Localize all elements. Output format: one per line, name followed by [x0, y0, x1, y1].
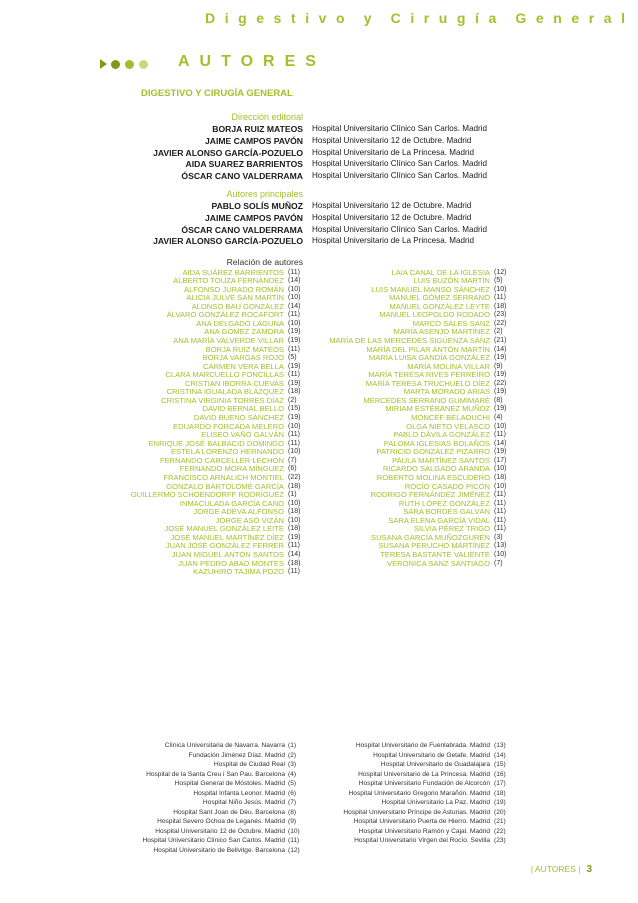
relation-hospital-code: (5): [494, 277, 503, 285]
author-hospital: Hospital Universitario de La Princesa. Madrid: [312, 147, 474, 157]
relation-hospital-code: (18): [288, 525, 301, 533]
relation-author-name: MERCEDES SERRANO GUMIMARÉ: [363, 395, 490, 405]
author-hospital: Hospital Universitario 12 de Octubre. Madrid: [312, 135, 472, 145]
relation-hospital-code: (18): [288, 482, 301, 490]
relation-author-name: BORJA VARGAS ROJO: [202, 353, 284, 363]
relation-row: [0, 567, 638, 576]
relation-hospital-code: (11): [494, 516, 506, 524]
hospital-name: Hospital Universitario de Guadalajara: [380, 761, 490, 768]
hospital-code: (16): [494, 770, 506, 778]
title-letter: l: [621, 10, 625, 26]
hospital-row: [0, 798, 638, 808]
relation-hospital-code: (8): [494, 396, 503, 404]
hospital-code: (18): [494, 789, 506, 797]
hospital-name: Hospital de la Santa Creu i San Pau. Barcelona: [146, 770, 285, 778]
hospital-code: (3): [288, 761, 297, 768]
relation-author-name: LAIA CANAL DE LA IGLESIA: [391, 267, 490, 277]
relation-hospital-code: (22): [494, 379, 507, 387]
relation-hospital-code: (19): [494, 371, 507, 379]
title-letter: e: [571, 10, 580, 26]
relation-author-name: MARÍA TERESA RIVES FERREIRO: [368, 370, 490, 380]
relation-hospital-code: (10): [494, 422, 507, 430]
hospital-code: (23): [494, 837, 506, 844]
relation-hospital-code: (19): [494, 354, 507, 362]
hospital-code: (17): [494, 780, 506, 787]
relation-hospital-code: (18): [494, 302, 507, 310]
hospital-row: [0, 789, 638, 799]
relation-hospital-code: (4): [494, 414, 503, 422]
relation-author-name: GONZALO BARTOLOMÉ GARCÍA: [166, 481, 284, 491]
title-letter: u: [438, 10, 448, 26]
hospital-code: (20): [494, 808, 506, 816]
hospital-code: (14): [494, 751, 506, 759]
relation-hospital-code: (6): [288, 465, 297, 473]
book-title: [205, 10, 625, 26]
author-name: ÓSCAR CANO VALDERRAMA: [181, 171, 303, 182]
title-letter: r: [423, 10, 430, 26]
hospital-name: Hospital Niño Jesús. Madrid: [202, 799, 285, 806]
section-bullets: [100, 56, 153, 72]
relation-hospital-code: (12): [494, 268, 507, 276]
relation-author-name: JORGE ADEVA ALFONSO: [193, 507, 284, 517]
hospital-code: (7): [288, 799, 297, 806]
relation-hospital-code: (11): [288, 439, 300, 447]
relation-hospital-code: (19): [288, 362, 301, 370]
relation-author-name: SARA ELENA GARCÍA VIDAL: [388, 515, 490, 525]
relation-hospital-code: (17): [494, 456, 507, 464]
relation-hospital-code: (10): [494, 285, 507, 293]
relation-author-name: SUSANA PERUCHO MARTÍNEZ: [378, 541, 490, 551]
relation-hospital-code: (5): [288, 354, 297, 362]
relation-row: [0, 559, 638, 568]
relation-author-name: PALOMA IGLESIAS BOLAÑOS: [383, 438, 490, 448]
relation-hospital-code: (19): [288, 328, 301, 336]
author-row: [0, 225, 638, 236]
author-hospital: Hospital Universitario Clínico San Carlos. Madrid: [312, 224, 487, 234]
author-row: [0, 213, 638, 224]
hospital-name: Clínica Universitaria de Navarra. Navarra: [164, 742, 285, 749]
hospital-row: [0, 827, 638, 837]
relation-author-name: CARMEN VERA BELLA: [202, 361, 284, 371]
title-letter: g: [456, 10, 466, 26]
relation-author-name: JUAN MIGUEL ANTÓN SANTOS: [171, 549, 284, 559]
hospital-code: (19): [494, 799, 506, 806]
hospital-code: (11): [288, 837, 300, 844]
relation-author-name: JUAN PEDRO ABAD MONTES: [178, 558, 284, 568]
relation-hospital-code: (11): [288, 431, 300, 439]
relation-author-name: JUAN JOSÉ GONZÁLEZ FERRER: [165, 541, 284, 551]
hospital-name: Hospital Universitario Fundación de Alcorcón: [358, 780, 490, 787]
relation-author-name: MARÍA DEL PILAR ANTÓN MARTÍN: [366, 344, 490, 354]
relation-author-name: ALICIA JULVE SAN MARTÍN: [186, 293, 284, 303]
hospital-code: (10): [288, 827, 300, 835]
author-hospital: Hospital Universitario Clínico San Carlos. Madrid: [312, 171, 487, 181]
relation-author-name: MANUEL LEOPOLDO RODADO: [379, 310, 490, 320]
relation-author-name: ANA GÓMEZ ZAMORA: [204, 327, 284, 337]
title-letter: y: [363, 10, 372, 26]
relation-hospital-code: (13): [494, 542, 507, 550]
relation-author-name: ENRIQUE JOSÉ BALBACID DOMINGO: [148, 438, 284, 448]
relation-author-name: JORGE ASÓ VIZÁN: [215, 515, 284, 525]
relation-author-name: KAZUHIRO TAJIMA POZO: [193, 567, 284, 577]
relation-author-name: INMACULADA GARCÍA CANO: [179, 498, 284, 508]
relation-author-name: FERNANDO CARCELLER LECHÓN: [159, 455, 284, 465]
hospital-code: (12): [288, 846, 300, 854]
title-letter: e: [256, 10, 265, 26]
bullet-dark-icon: [111, 60, 120, 69]
hospital-code: (21): [494, 818, 506, 825]
relation-hospital-code: (11): [494, 499, 506, 507]
relation-hospital-code: (11): [494, 491, 506, 499]
relation-author-name: PATRICIO GONZÁLEZ PIZARRO: [376, 447, 490, 457]
relation-author-name: ALFONSO JURADO ROMÁN: [184, 284, 284, 294]
author-hospital: Hospital Universitario 12 de Octubre. Madrid: [312, 201, 472, 210]
relation-hospital-code: (10): [288, 422, 301, 430]
title-letter: e: [535, 10, 544, 26]
relation-hospital-code: (11): [494, 431, 506, 439]
arrow-bullet-icon: [100, 59, 107, 69]
author-name: JAIME CAMPOS PAVÓN: [204, 212, 303, 223]
hospital-name: Hospital Universitario Ramón y Cajal. Madrid: [358, 827, 490, 835]
relation-hospital-code: (18): [288, 388, 301, 396]
hospital-name: Hospital Universitario de Bellvitge. Barcelona: [153, 846, 285, 854]
relation-author-name: ÁLVARO GONZÁLEZ ROCAFORT: [166, 310, 284, 320]
footer-label: | AUTORES |: [530, 864, 581, 874]
title-letter: a: [488, 10, 497, 26]
relation-author-name: MIRIAM ESTÉBANEZ MUÑOZ: [385, 404, 490, 414]
relation-author-name: TERESA BASTANTE VALIENTE: [380, 549, 490, 559]
title-letter: a: [603, 10, 612, 26]
hospital-row: [0, 741, 638, 751]
relation-author-name: ALBERTO TOUZA FERNÁNDEZ: [173, 276, 284, 286]
hospital-name: Fundación Jiménez Díaz. Madrid: [188, 751, 285, 759]
hospital-name: Hospital Universitario de Fuenlabrada. Madrid: [355, 742, 490, 749]
relation-author-name: DAVID BUENO SÁNCHEZ: [193, 413, 284, 423]
author-name: ÓSCAR CANO VALDERRAMA: [181, 224, 303, 235]
relation-hospital-code: (22): [494, 319, 507, 327]
relation-hospital-code: (19): [288, 533, 301, 541]
relation-hospital-code: (9): [494, 362, 503, 370]
author-hospital: Hospital Universitario de La Princesa. Madrid: [312, 236, 474, 246]
bullet-light-icon: [139, 60, 148, 69]
hospital-name: Hospital Severo Ochoa de Leganés. Madrid: [157, 818, 285, 825]
hospital-code: (1): [288, 742, 297, 749]
relation-hospital-code: (11): [288, 311, 300, 319]
hospital-name: Hospital Infanta Leonor. Madrid: [193, 789, 285, 797]
relation-hospital-code: (10): [288, 499, 301, 507]
relation-author-name: ROCÍO CASADO PICÓN: [404, 481, 490, 491]
author-row: [0, 148, 638, 159]
relation-hospital-code: (23): [494, 311, 507, 319]
relation-hospital-code: (21): [494, 336, 507, 344]
relation-hospital-code: (14): [288, 550, 301, 558]
author-row: [0, 201, 638, 212]
relation-author-name: MANUEL GONZÁLEZ LEYTE: [389, 301, 490, 311]
hospital-code: (4): [288, 770, 297, 778]
relation-hospital-code: (22): [288, 473, 301, 481]
author-name: JAIME CAMPOS PAVÓN: [204, 135, 303, 146]
relation-hospital-code: (11): [288, 371, 300, 379]
relation-author-name: MARÍA LUISA GANDÍA GONZÁLEZ: [368, 353, 490, 363]
hospital-row: [0, 846, 638, 856]
relation-hospital-code: (10): [288, 516, 301, 524]
hospital-code: (13): [494, 742, 506, 749]
hospital-code: (2): [288, 751, 297, 759]
author-row: [0, 159, 638, 170]
author-hospital: Hospital Universitario Clínico San Carlos. Madrid: [312, 159, 487, 169]
relation-hospital-code: (11): [288, 345, 300, 353]
relation-hospital-code: (18): [494, 473, 507, 481]
relation-hospital-code: (18): [288, 508, 301, 516]
author-name: PABLO SOLÍS MUÑOZ: [211, 201, 303, 211]
relation-author-name: OLGA NIETO VELASCO: [406, 421, 490, 431]
relation-author-name: RICARDO SALGADO ARANDA: [382, 464, 490, 474]
relation-author-name: CRISTIAN IBORRA CUEVAS: [184, 378, 284, 388]
title-letter: G: [515, 10, 527, 26]
relation-hospital-code: (14): [494, 439, 507, 447]
relation-hospital-code: (19): [494, 388, 507, 396]
editorial-title: Dirección editorial: [231, 112, 303, 122]
author-row: [0, 171, 638, 182]
relation-hospital-code: (18): [288, 559, 301, 567]
relation-author-name: MANUEL GÓMEZ SERRANO: [389, 293, 490, 303]
relation-hospital-code: (10): [494, 550, 507, 558]
hospital-name: Hospital Universitario Príncipe de Asturias. Madrid: [343, 808, 490, 816]
relation-hospital-code: (19): [494, 448, 507, 456]
relation-author-name: MARÍA MOLINA VILLAR: [407, 361, 490, 371]
relation-author-name: EDUARDO FORCADA MELERO: [173, 421, 284, 431]
relation-hospital-code: (10): [288, 285, 301, 293]
relation-author-name: JOSÉ MANUEL MARTÍNEZ DÍEZ: [170, 532, 284, 542]
relation-hospital-code: (14): [494, 345, 507, 353]
author-row: [0, 124, 638, 135]
title-letter: o: [336, 10, 345, 26]
title-letter: g: [238, 10, 247, 26]
relation-hospital-code: (11): [288, 542, 300, 550]
hospital-code: (22): [494, 827, 506, 835]
principal-title: Autores principales: [226, 189, 303, 199]
relation-author-name: ANA MARÍA VALVERDE VILLAR: [173, 335, 284, 345]
hospital-row: [0, 779, 638, 789]
relation-hospital-code: (19): [288, 336, 301, 344]
relation-author-name: JOSÉ MANUEL GONZÁLEZ LEITE: [164, 524, 284, 534]
relation-author-name: MARTA MORADO ARIAS: [403, 387, 490, 397]
relation-author-name: ROBERTO MOLINA ESCUDERO: [376, 472, 490, 482]
hospital-name: Hospital Universitario Gregorio Marañón. Madrid: [348, 789, 490, 797]
relation-hospital-code: (19): [288, 379, 301, 387]
author-row: [0, 136, 638, 147]
relation-hospital-code: (11): [288, 268, 300, 276]
relation-author-name: LUIS MANUEL MANSO SÁNCHEZ: [371, 284, 490, 294]
relation-author-name: GUILLERMO SCHOENDORFF RODRÍGUEZ: [130, 490, 284, 500]
author-hospital: Hospital Universitario 12 de Octubre. Madrid: [312, 212, 472, 222]
relation-hospital-code: (19): [288, 414, 301, 422]
relation-hospital-code: (3): [494, 533, 503, 541]
author-name: BORJA RUIZ MATEOS: [212, 124, 303, 134]
section-title: AUTORES: [178, 53, 326, 70]
relation-author-name: FERNANDO MORA MÍNGUEZ: [179, 464, 284, 474]
relation-author-name: FRANCISCO ARNALICH MONTIEL: [163, 472, 284, 482]
relation-author-name: MARÍA ASENJO MARTÍNEZ: [393, 327, 490, 337]
relation-author-name: RUTH LÓPEZ GONZÁLEZ: [398, 498, 490, 508]
relation-author-name: ALONSO BAU GONZÁLEZ: [191, 301, 284, 311]
relation-author-name: BORJA RUIZ MATEOS: [205, 344, 284, 354]
relation-author-name: ESTELA LORENZO HERNANDO: [170, 447, 284, 457]
relation-author-name: RODRIGO FERNÁNDEZ JIMÉNEZ: [370, 490, 490, 500]
relation-hospital-code: (14): [288, 277, 301, 285]
relation-author-name: CRISTINA VIRGINIA TORRES DÍAZ: [161, 395, 284, 405]
hospital-row: [0, 808, 638, 818]
specialty-subtitle: DIGESTIVO Y CIRUGÍA GENERAL: [141, 88, 293, 99]
relation-author-name: DAVID BERNAL BELLO: [202, 404, 284, 414]
page-number: 3: [586, 864, 592, 875]
relation-author-name: ELISEO VAÑÓ GALVÁN: [201, 430, 284, 440]
hospital-row: [0, 770, 638, 780]
relation-author-name: SUSANA GARCÍA MUÑOZGUREN: [371, 532, 490, 542]
hospital-row: [0, 817, 638, 827]
title-letter: D: [205, 10, 216, 26]
hospital-row: [0, 760, 638, 770]
title-letter: i: [410, 10, 415, 26]
relation-author-name: MARCO SALES SANZ: [412, 318, 490, 328]
relation-author-name: CLARA MARCUELLO FONCILLAS: [165, 370, 284, 380]
relation-hospital-code: (10): [494, 482, 507, 490]
title-letter: i: [305, 10, 310, 26]
title-letter: i: [224, 10, 229, 26]
relation-hospital-code: (1): [288, 491, 297, 499]
author-name: JAVIER ALONSO GARCÍA-POZUELO: [153, 147, 303, 158]
hospital-name: Hospital de Ciudad Real: [213, 761, 285, 768]
relation-author-name: LUIS BUZÓN MARTÍN: [413, 276, 490, 286]
title-letter: í: [475, 10, 479, 26]
relation-hospital-code: (14): [288, 302, 301, 310]
hospital-name: Hospital Universitario 12 de Octubre. Madrid: [155, 827, 285, 835]
relation-author-name: CRISTINA IGUALADA BLÁZQUEZ: [166, 387, 284, 397]
relation-hospital-code: (19): [494, 405, 507, 413]
hospital-code: (6): [288, 789, 297, 797]
relation-author-name: PABLO DÁVILA GONZÁLEZ: [393, 430, 490, 440]
relation-hospital-code: (10): [288, 294, 301, 302]
title-letter: n: [553, 10, 562, 26]
relation-hospital-code: (7): [288, 456, 297, 464]
hospital-code: (9): [288, 818, 297, 825]
author-name: JAVIER ALONSO GARCÍA-POZUELO: [153, 236, 303, 247]
title-letter: t: [290, 10, 296, 26]
relation-hospital-code: (10): [288, 319, 301, 327]
relation-hospital-code: (10): [494, 465, 507, 473]
hospital-name: Hospital Universitario de Getafe. Madrid: [373, 751, 490, 759]
hospital-name: Hospital Sant Joan de Déu. Barcelona: [173, 808, 285, 816]
relation-hospital-code: (11): [288, 568, 300, 576]
author-row: [0, 236, 638, 247]
title-letter: v: [318, 10, 327, 26]
title-letter: s: [273, 10, 282, 26]
hospital-name: Hospital Universitario Puerta de Hierro. Madrid: [353, 818, 490, 825]
relation-author-name: ANA DELGADO LAGUNA: [196, 318, 284, 328]
relation-author-name: MARÍA TERESA TRUCHUELO DÍEZ: [365, 378, 490, 388]
relation-author-name: MARÍA DE LAS MERCEDES SIGÜENZA SANZ: [329, 335, 490, 345]
bullet-medium-icon: [125, 60, 134, 69]
hospital-name: Hospital Universitario Clínico San Carlos. Madrid: [142, 837, 285, 844]
relation-hospital-code: (11): [494, 294, 506, 302]
relation-hospital-code: (2): [288, 396, 297, 404]
relation-hospital-code: (7): [494, 559, 503, 567]
relation-author-name: VERÓNICA SANZ SANTIAGO: [387, 558, 490, 568]
relation-author-name: SILVIA PÉREZ TRIGO: [413, 524, 490, 534]
relation-author-name: PAULA MARTÍNEZ SANTOS: [392, 455, 490, 465]
hospital-row: [0, 751, 638, 761]
relation-title: Relación de autores: [226, 257, 303, 267]
hospital-name: Hospital Universitario La Paz. Madrid: [381, 799, 490, 806]
hospital-name: Hospital Universitario Virgen del Rocío. Sevilla: [354, 837, 490, 844]
relation-author-name: SARA BORDES GALVÁN: [403, 507, 490, 517]
hospital-code: (8): [288, 808, 297, 816]
author-hospital: Hospital Universitario Clínico San Carlos. Madrid: [312, 124, 487, 133]
relation-hospital-code: (15): [288, 405, 301, 413]
relation-author-name: MONCEF BELAOUCHI: [411, 413, 490, 423]
hospital-name: Hospital General de Móstoles. Madrid: [174, 780, 285, 787]
hospital-code: (5): [288, 780, 297, 787]
title-letter: r: [588, 10, 595, 26]
hospital-code: (15): [494, 761, 506, 768]
title-letter: C: [390, 10, 401, 26]
author-name: AIDA SUAREZ BARRIENTOS: [185, 159, 303, 170]
relation-hospital-code: (11): [494, 525, 506, 533]
hospital-name: Hospital Universitario de La Princesa. Madrid: [358, 770, 490, 778]
relation-hospital-code: (11): [494, 508, 506, 516]
relation-author-name: AIDA SUÁREZ BARRIENTOS: [182, 267, 284, 277]
relation-hospital-code: (2): [494, 328, 503, 336]
relation-hospital-code: (10): [288, 448, 301, 456]
page-footer: [531, 864, 592, 875]
hospital-row: [0, 836, 638, 846]
